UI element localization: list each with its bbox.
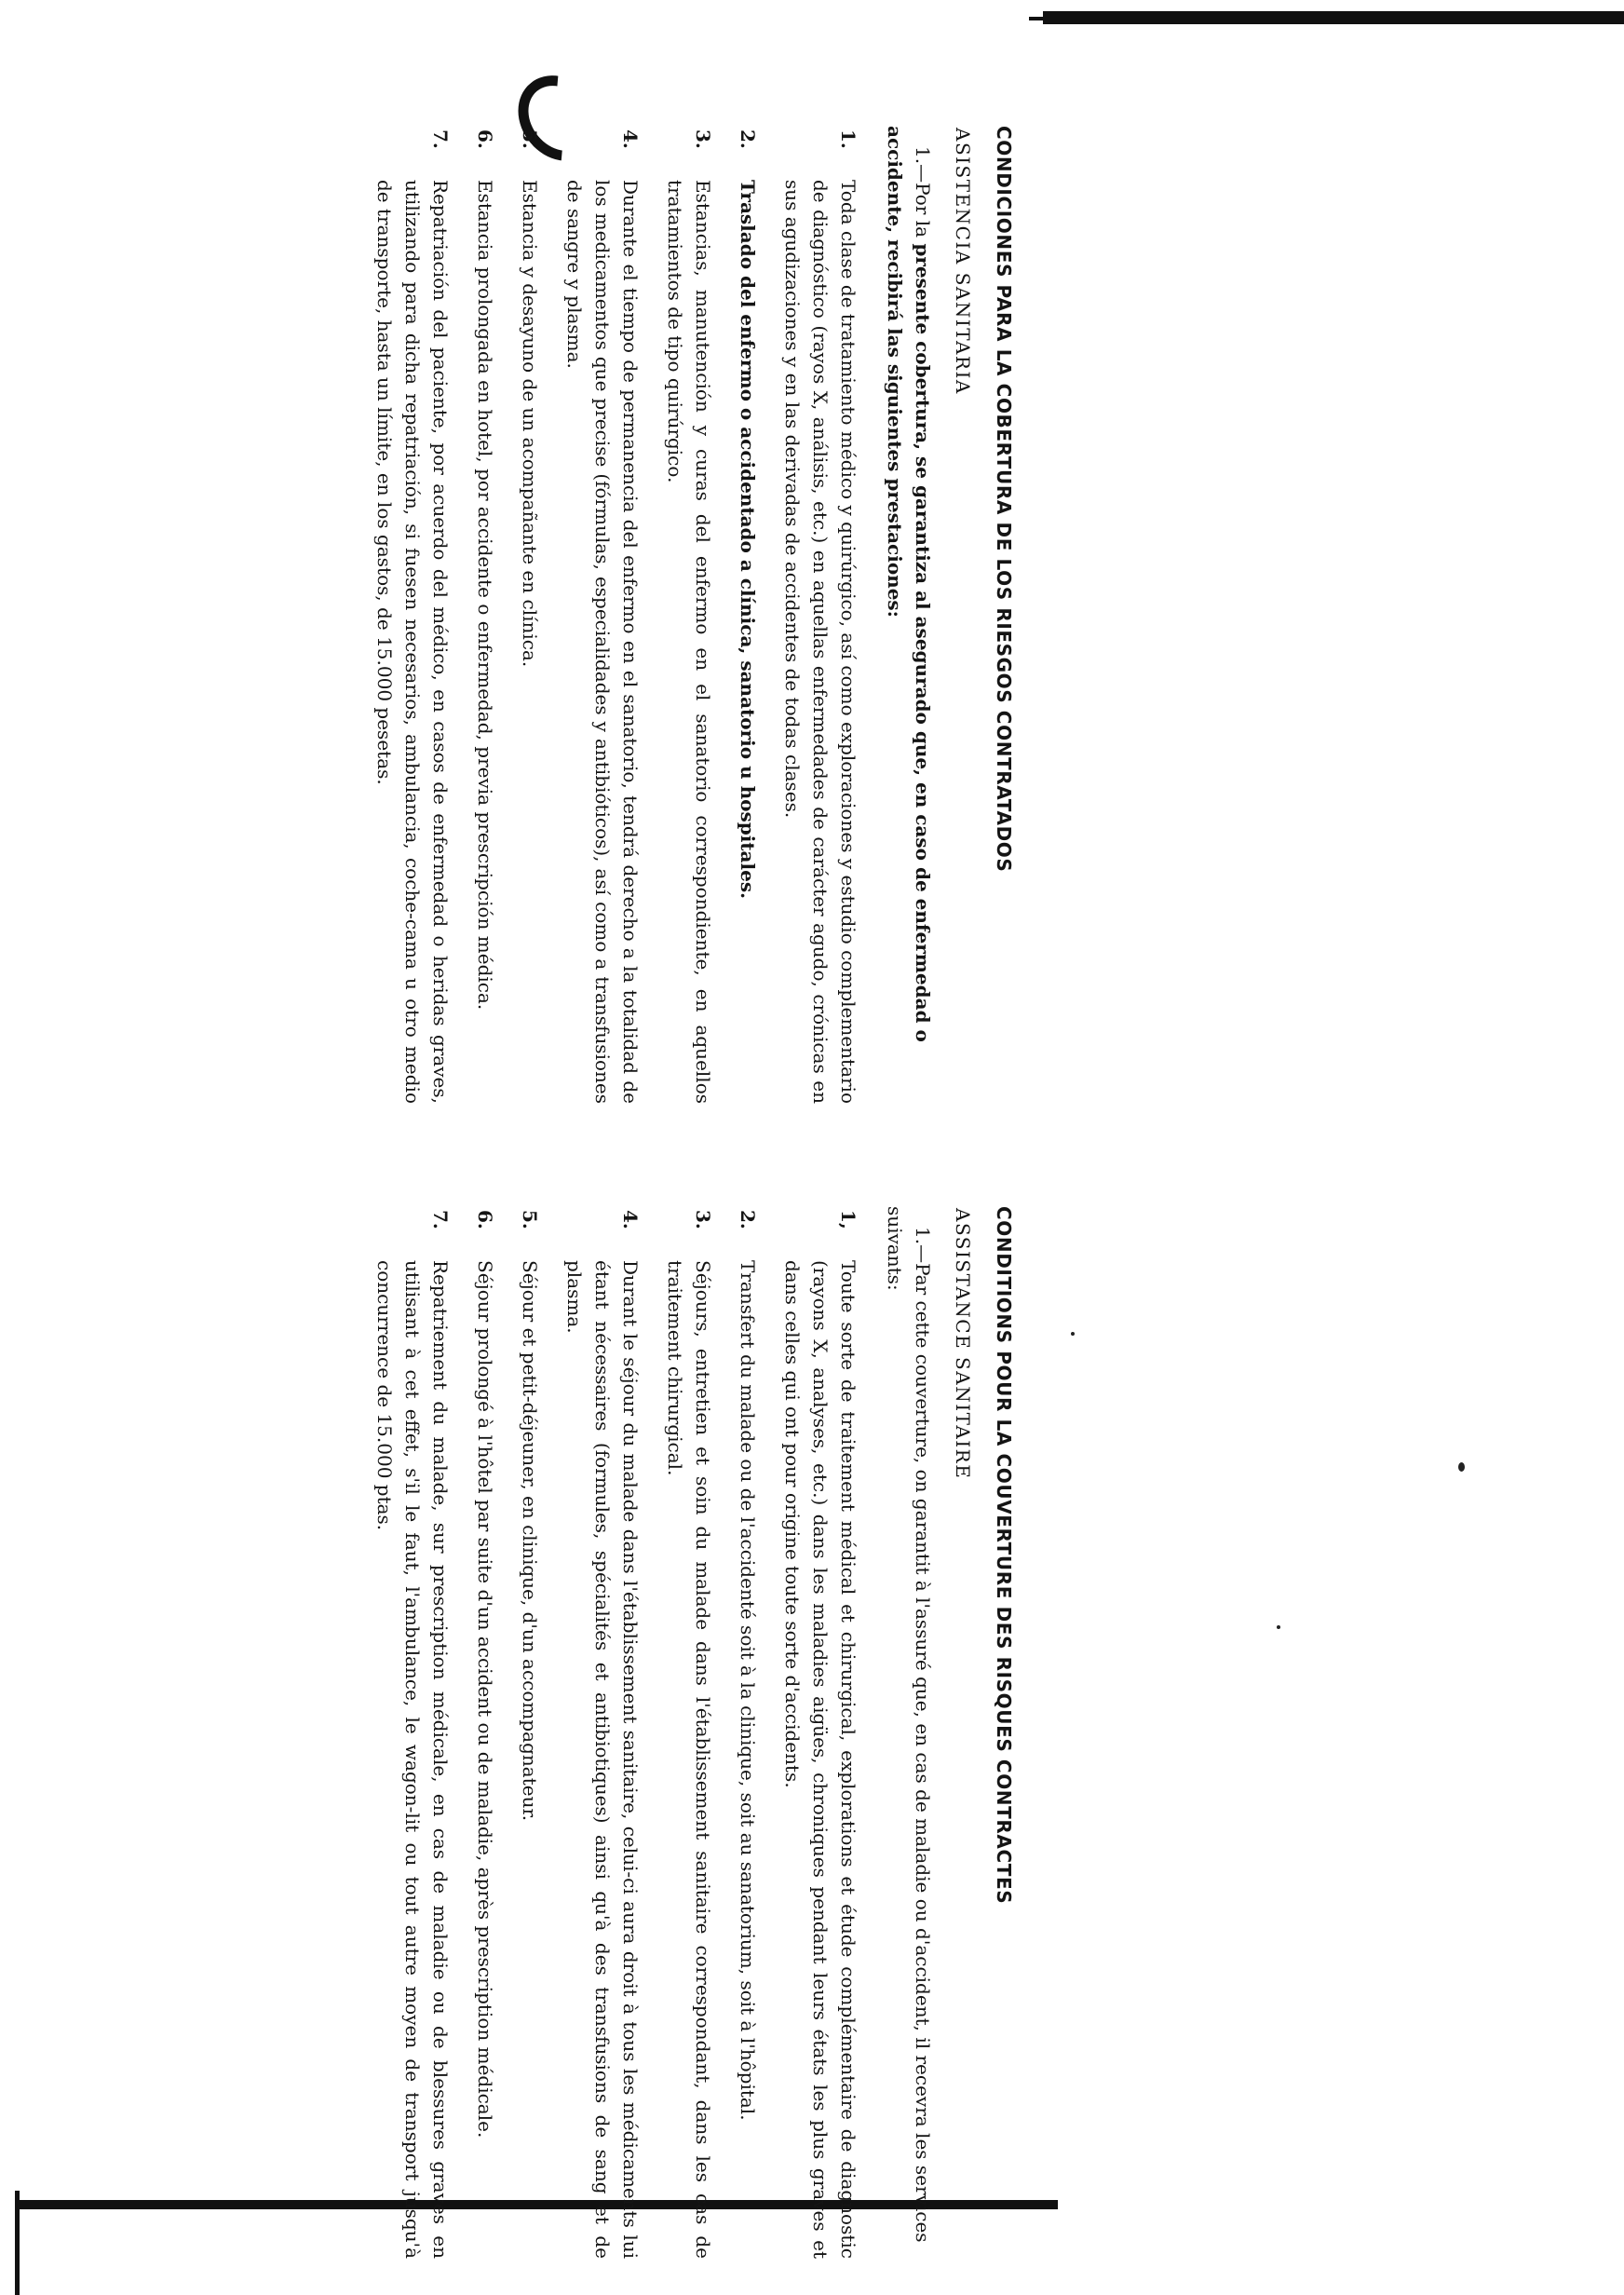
list-item bbox=[561, 126, 644, 1104]
item-number: 6. bbox=[474, 1210, 496, 1229]
item-number: 6. bbox=[474, 129, 496, 149]
scan-edge-top bbox=[1043, 11, 1624, 24]
list-item bbox=[371, 1206, 454, 2259]
item-text: Durante el tiempo de permanencia del enfermo en el sanatorio, tendrá derecho a la totalidad de los medicamentos que precise (fórmulas, especialidades y antibióticos), así como a transfusiones de sangre y plasma. bbox=[563, 180, 642, 1104]
list-item bbox=[661, 126, 717, 1104]
scan-speck bbox=[1277, 1625, 1280, 1629]
list-item bbox=[371, 126, 454, 1104]
item-number: 3. bbox=[692, 129, 714, 149]
french-heading: CONDITIONS POUR LA COUVERTURE DES RISQUES CONTRACTES bbox=[993, 1206, 1015, 1905]
item-text: Repatriement du malade, sur prescription médicale, en cas de maladie ou de blessures graves en utilisant à cet effet, s'il le faut, l'ambulance, le wagon-lit ou tout autre moyen de transport jusqu'à concurrence de 15.000 ptas. bbox=[373, 1260, 452, 2259]
item-text: Toda clase de tratamiento médico y quirúrgico, así como exploraciones y estudio complementario de diagnóstico (rayos X, análisis, etc.) en aquellas enfermedades de carácter agudo, crónicas en sus agudizaciones y en las derivadas de accidentes de todas clases. bbox=[781, 180, 859, 1104]
item-number: 4. bbox=[619, 1210, 642, 1229]
list-item bbox=[471, 1206, 499, 2259]
spanish-section-title: ASISTENCIA SANITARIA bbox=[952, 128, 974, 395]
item-number: 2. bbox=[737, 1210, 759, 1229]
item-number: 2. bbox=[737, 129, 759, 149]
item-text: Transfert du malade ou de l'accidenté soit à la clinique, soit au sanatorium, soit à l'hôpital. bbox=[737, 1260, 759, 2121]
item-text: Séjours, entretien et soin du malade dans l'établissement sanitaire correspondant, dans les cas de traitement chirurgical. bbox=[664, 1260, 714, 2259]
list-item bbox=[734, 126, 762, 1104]
item-number: 4. bbox=[619, 129, 642, 149]
item-text: Estancias, manutención y curas del enfermo en el sanatorio correspondiente, en aquellos tratamientos de tipo quirúrgico. bbox=[664, 180, 714, 1104]
item-text: Estancia prolongada en hotel, por accidente o enfermedad, previa prescripción médica. bbox=[474, 180, 496, 1011]
spanish-column bbox=[0, 126, 1015, 1104]
spanish-heading: CONDICIONES PARA LA COBERTURA DE LOS RIESGOS CONTRATADOS bbox=[993, 126, 1015, 873]
item-text: Séjour prolongé à l'hôtel par suite d'un accident ou de maladie, après prescription médicale. bbox=[474, 1260, 496, 2139]
item-text: Séjour et petit-déjeuner, en clinique, d'un accompagnateur. bbox=[519, 1260, 541, 1822]
item-number: 1, bbox=[837, 1210, 859, 1229]
item-number: 5. bbox=[519, 1210, 541, 1229]
item-number: 1. bbox=[837, 129, 859, 149]
list-item bbox=[561, 1206, 644, 2259]
french-benefit-list bbox=[371, 1206, 862, 2259]
item-text: Repatriación del paciente, por acuerdo del médico, en casos de enfermedad o heridas graves, utilizando para dicha repatriación, si fuesen necesarios, ambulancia, coche-cama u otro medio de transporte, hasta un límite, en los gastos, de 15.000 pesetas. bbox=[373, 180, 452, 1104]
item-number: 7. bbox=[429, 1210, 452, 1229]
list-item bbox=[516, 126, 544, 1104]
item-text: Traslado del enfermo o accidentado a clínica, sanatorio u hospitales. bbox=[737, 180, 759, 900]
list-item bbox=[661, 1206, 717, 2259]
scan-edge-top-tail bbox=[1029, 17, 1048, 20]
list-item bbox=[778, 126, 862, 1104]
item-text: Toute sorte de traitement médical et chirurgical, explorations et étude complémentaire de diagnostic (rayons X, analyses, etc.) dans les maladies aigües, chroniques pendant leurs états les plus graves et dans celles qui ont pour origine toute sorte d'accidents. bbox=[781, 1260, 859, 2259]
spanish-intro-bold: presente cobertura, se garantiza al asegurado que, en caso de enfermedad o accidente, recibirá las siguientes prestaciones: bbox=[884, 126, 934, 1042]
french-column bbox=[0, 1206, 1015, 2259]
scan-speck bbox=[1458, 1462, 1465, 1472]
item-text: Estancia y desayuno de un acompañante en clínica. bbox=[519, 180, 541, 668]
list-item bbox=[734, 1206, 762, 2259]
rotated-document-page bbox=[0, 126, 1015, 2268]
spanish-benefit-list bbox=[371, 126, 862, 1104]
list-item bbox=[471, 126, 499, 1104]
item-text: Durant le séjour du malade dans l'établissement sanitaire, celui-ci aura droit à tous les médicaments lui étant nécessaires (formules, spécialités et antibiotiques) ainsi qu'à des transfusions de sang et de plasma. bbox=[563, 1260, 642, 2259]
scan-speck bbox=[1071, 1332, 1075, 1336]
spanish-intro bbox=[881, 126, 937, 1104]
list-item bbox=[516, 1206, 544, 2259]
item-number: 7. bbox=[429, 129, 452, 149]
spanish-intro-prefix: 1.—Por la bbox=[912, 146, 934, 244]
item-number: 3. bbox=[692, 1210, 714, 1229]
french-section-title: ASSISTANCE SANITAIRE bbox=[952, 1208, 974, 1480]
list-item bbox=[778, 1206, 862, 2259]
french-intro: 1.—Par cette couverture, on garantit à l'assuré que, en cas de maladie ou d'accident, il recevra les services suivants: bbox=[884, 1206, 934, 2243]
item-number: 5. bbox=[519, 129, 541, 149]
